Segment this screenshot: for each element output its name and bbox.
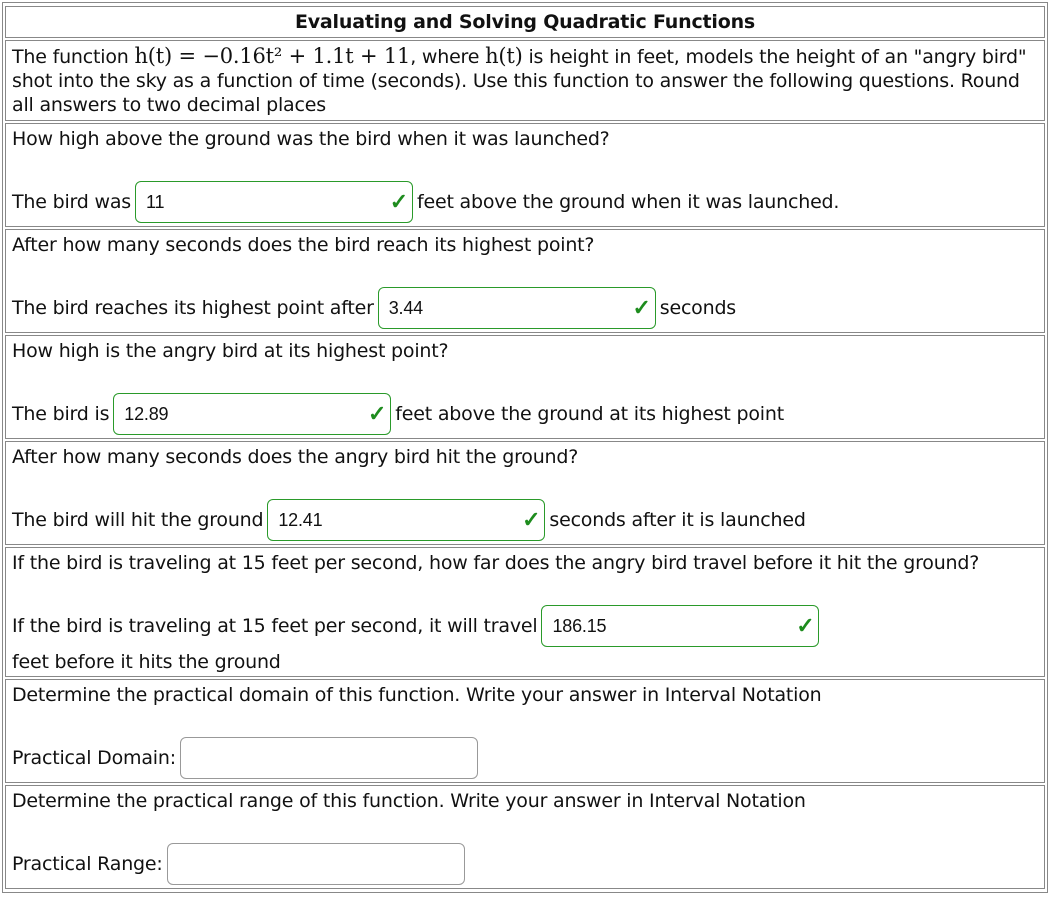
answer-value: 12.41: [278, 510, 323, 530]
check-icon: ✓: [632, 295, 651, 320]
question-text: After how many seconds does the angry bird hit the ground?: [12, 446, 579, 468]
answer-line: [12, 181, 1038, 223]
problem-table: [2, 2, 1048, 893]
answer-input[interactable]: [267, 499, 545, 541]
check-icon: ✓: [522, 507, 541, 532]
answer-prefix: The bird reaches its highest point after: [12, 297, 374, 319]
answer-input[interactable]: [167, 843, 465, 885]
answer-value: 186.15: [552, 616, 607, 636]
question-text: How high above the ground was the bird when it was launched?: [12, 128, 610, 150]
answer-input[interactable]: [541, 605, 819, 647]
answer-input[interactable]: [113, 393, 391, 435]
check-icon: ✓: [368, 401, 387, 426]
answer-input[interactable]: [378, 287, 656, 329]
question-text: Determine the practical range of this function. Write your answer in Interval Notation: [12, 790, 806, 812]
question-5: [5, 547, 1045, 677]
formula-var: h(t): [485, 44, 523, 68]
answer-prefix: If the bird is traveling at 15 feet per second, it will travel: [12, 615, 538, 637]
answer-input[interactable]: [180, 737, 478, 779]
answer-value: 11: [145, 192, 165, 212]
question-6: [5, 679, 1045, 783]
formula: h(t) = −0.16t² + 1.1t + 11: [134, 44, 411, 68]
question-text: If the bird is traveling at 15 feet per second, how far does the angry bird travel before it hit the ground?: [12, 552, 980, 574]
answer-prefix: The bird will hit the ground: [12, 509, 264, 531]
question-text: After how many seconds does the bird reach its highest point?: [12, 234, 595, 256]
check-icon: ✓: [796, 613, 815, 638]
check-icon: ✓: [389, 189, 408, 214]
answer-line: [12, 843, 1038, 885]
answer-prefix: The bird was: [12, 191, 131, 213]
answer-suffix: feet above the ground when it was launched.: [416, 191, 840, 213]
question-7: [5, 785, 1045, 889]
intro-middle: , where: [410, 46, 486, 68]
question-4: [5, 441, 1045, 545]
answer-suffix: feet above the ground at its highest point: [395, 403, 784, 425]
answer-line: [12, 605, 1038, 677]
answer-input[interactable]: [135, 181, 413, 223]
answer-prefix: Practical Range:: [12, 853, 163, 875]
question-text: How high is the angry bird at its highest point?: [12, 340, 449, 362]
answer-line: [12, 499, 1038, 541]
question-text: Determine the practical domain of this function. Write your answer in Interval Notation: [12, 684, 822, 706]
intro-suffix: is height in feet, models the height of an "angry bird" shot into the sky as a function of time (seconds). Use this function to answer the following questions. Round all answers to two decimal places: [12, 46, 1027, 116]
intro-prefix: The function: [12, 46, 135, 68]
question-2: [5, 229, 1045, 333]
intro-text: [5, 40, 1045, 121]
answer-line: [12, 393, 1038, 435]
answer-line: [12, 737, 1038, 779]
question-1: [5, 123, 1045, 227]
answer-line: [12, 287, 1038, 329]
answer-prefix: Practical Domain:: [12, 747, 176, 769]
page-title: Evaluating and Solving Quadratic Functions: [5, 6, 1045, 38]
question-3: [5, 335, 1045, 439]
answer-suffix: feet before it hits the ground: [12, 651, 281, 673]
answer-value: 3.44: [388, 298, 423, 318]
answer-prefix: The bird is: [12, 403, 110, 425]
answer-value: 12.89: [124, 404, 169, 424]
answer-suffix: seconds after it is launched: [549, 509, 806, 531]
answer-suffix: seconds: [659, 297, 737, 319]
